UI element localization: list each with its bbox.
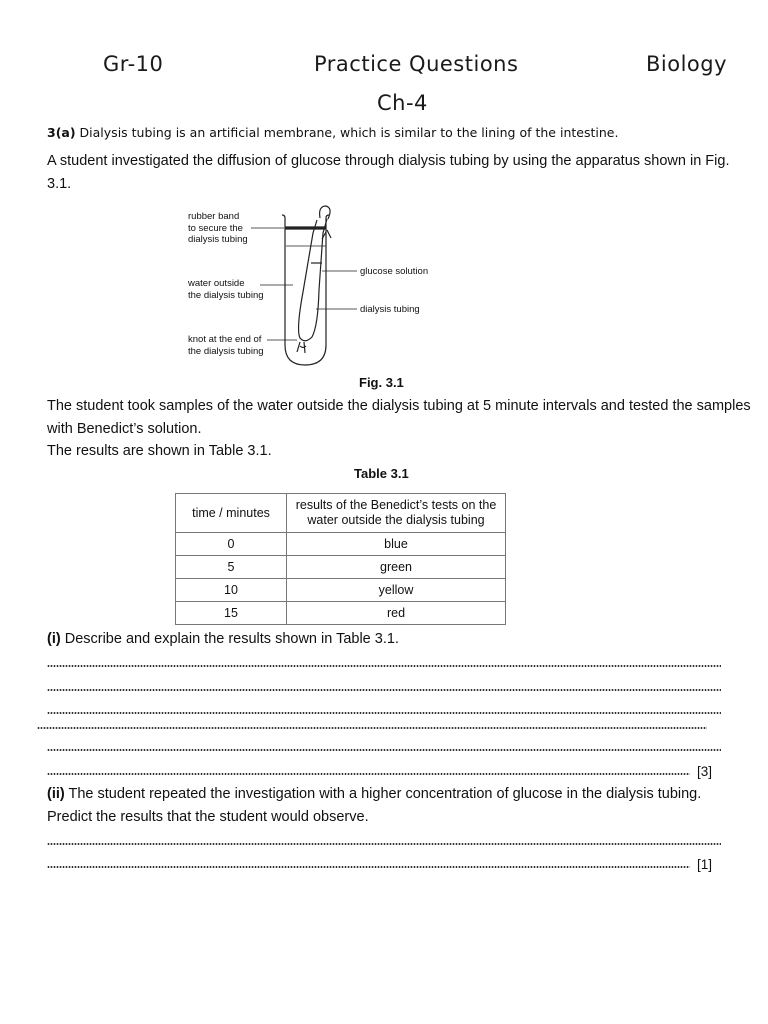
label-rubber-band: rubber band to secure the dialysis tubing <box>188 211 248 245</box>
table-header-row <box>176 494 506 533</box>
question-intro-text: Dialysis tubing is an artificial membrane, which is similar to the lining of the intestine. <box>79 125 619 140</box>
table-row <box>176 556 506 579</box>
test-tube <box>285 218 326 365</box>
part-i-marks: [3] <box>697 764 713 779</box>
table-row <box>176 533 506 556</box>
part-i-label: (i) <box>47 631 61 647</box>
page-title: Practice Questions <box>314 52 519 76</box>
answer-line[interactable] <box>47 843 721 845</box>
answer-line[interactable] <box>47 749 721 751</box>
paragraph-1-line-2: 3.1. <box>47 176 72 192</box>
answer-line[interactable] <box>37 727 707 729</box>
knot <box>297 342 306 353</box>
method-line-2: with Benedict’s solution. <box>47 421 202 437</box>
part-ii-marks: [1] <box>697 857 713 872</box>
time-cell: 10 <box>176 579 287 602</box>
answer-line[interactable] <box>47 689 721 691</box>
column-header-time: time / minutes <box>176 494 287 533</box>
answer-line[interactable] <box>47 712 721 714</box>
label-knot: knot at the end of the dialysis tubing <box>188 334 264 357</box>
subject-label: Biology <box>646 52 728 76</box>
answer-line[interactable] <box>47 665 721 667</box>
answer-line[interactable] <box>47 866 690 868</box>
part-ii-text: The student repeated the investigation with a higher concentration of glucose in the dialysis tubing. <box>68 786 702 802</box>
method-line-3: The results are shown in Table 3.1. <box>47 443 272 459</box>
table-row <box>176 602 506 625</box>
result-cell: blue <box>287 533 506 556</box>
column-header-results: results of the Benedict’s tests on the water outside the dialysis tubing <box>287 494 506 533</box>
time-cell: 15 <box>176 602 287 625</box>
part-ii-label: (ii) <box>47 786 65 802</box>
label-water-outside: water outside the dialysis tubing <box>188 278 264 301</box>
figure-caption: Fig. 3.1 <box>359 375 404 390</box>
part-i-question <box>47 628 399 650</box>
table-caption: Table 3.1 <box>354 466 409 481</box>
answer-line[interactable] <box>47 773 690 775</box>
label-glucose-solution: glucose solution <box>360 266 429 277</box>
method-line-1: The student took samples of the water outside the dialysis tubing at 5 minute intervals and tested the samples <box>47 398 751 414</box>
chapter-label: Ch-4 <box>377 91 428 115</box>
part-ii-text-2: Predict the results that the student would observe. <box>47 809 369 825</box>
table-row <box>176 579 506 602</box>
results-table <box>175 493 506 625</box>
paragraph-1-line-1: A student investigated the diffusion of glucose through dialysis tubing by using the apparatus shown in Fig. <box>47 153 730 169</box>
part-ii-question <box>47 783 701 805</box>
result-cell: red <box>287 602 506 625</box>
part-i-text: Describe and explain the results shown in Table 3.1. <box>64 631 399 647</box>
result-cell: green <box>287 556 506 579</box>
question-number: 3(a) <box>47 125 76 140</box>
label-dialysis-tubing: dialysis tubing <box>360 304 420 315</box>
time-cell: 0 <box>176 533 287 556</box>
apparatus-diagram <box>0 0 768 400</box>
time-cell: 5 <box>176 556 287 579</box>
result-cell: yellow <box>287 579 506 602</box>
grade-label: Gr-10 <box>103 52 164 76</box>
